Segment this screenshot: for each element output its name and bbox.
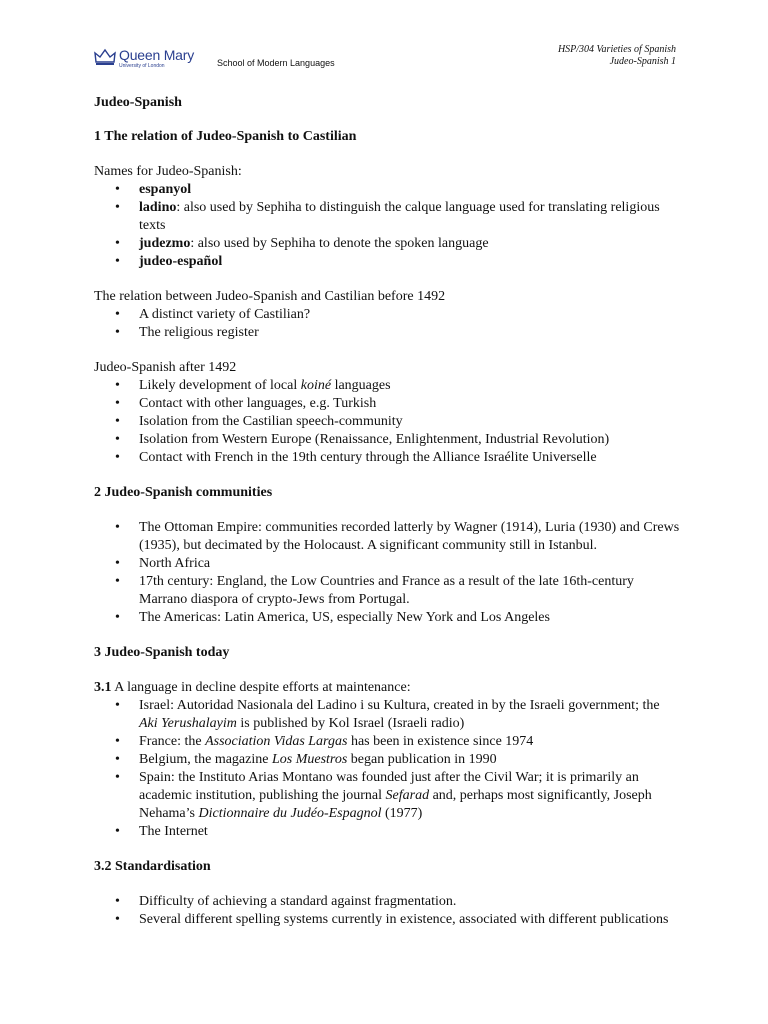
before-list (94, 306, 680, 342)
course-info (558, 44, 676, 68)
course-unit: Judeo-Spanish 1 (609, 56, 676, 67)
list-item: • Several different spelling systems currently in existence, associated with different publications (94, 911, 680, 929)
names-intro: Names for Judeo-Spanish: (94, 164, 242, 179)
school-name: School of Modern Languages (217, 58, 335, 68)
list-item: • North Africa (94, 555, 680, 573)
standardisation-list (94, 893, 680, 929)
logo-subtitle: University of London (119, 63, 165, 69)
course-code: HSP/304 Varieties of Spanish (557, 44, 676, 55)
list-item: • Israel: Autoridad Nasionala del Ladino i su Kultura, created in by the Israeli government; the Aki Yerushalayim is published by Kol Israel (Israeli radio) (94, 697, 680, 733)
maintenance-list (94, 697, 680, 841)
document-body (94, 94, 680, 946)
subsection-intro: 3.1 A language in decline despite efforts at maintenance: (94, 680, 411, 695)
list-item: • A distinct variety of Castilian? (94, 306, 680, 324)
section-heading: 3.2 Standardisation (94, 859, 211, 874)
list-item: • The religious register (94, 324, 680, 342)
list-item: • 17th century: England, the Low Countries and France as a result of the late 16th-century Marrano diaspora of crypto-Jews from Portugal. (94, 573, 680, 609)
list-item: • The Ottoman Empire: communities recorded latterly by Wagner (1914), Luria (1930) and Crews (1935), but decimated by the Holocaust. A significant community still in Istanbul. (94, 519, 680, 555)
list-item: • Isolation from the Castilian speech-community (94, 413, 680, 431)
document-title: Judeo-Spanish (94, 95, 182, 110)
before-intro: The relation between Judeo-Spanish and Castilian before 1492 (94, 289, 446, 304)
list-item: • ladino: also used by Sephiha to distinguish the calque language used for translating religious texts (94, 199, 680, 235)
list-item: • espanyol (94, 181, 680, 199)
logo-name: Queen Mary (119, 47, 195, 63)
list-item: • Difficulty of achieving a standard against fragmentation. (94, 893, 680, 911)
list-item: • France: the Association Vidas Largas has been in existence since 1974 (94, 733, 680, 751)
list-item: • Contact with French in the 19th century through the Alliance Israélite Universelle (94, 449, 680, 467)
section-heading: 1 The relation of Judeo-Spanish to Castilian (94, 129, 357, 144)
section-heading: 2 Judeo-Spanish communities (94, 485, 273, 500)
after-intro: Judeo-Spanish after 1492 (94, 360, 237, 375)
crown-icon (94, 48, 116, 66)
list-item: • Contact with other languages, e.g. Turkish (94, 395, 680, 413)
list-item: • Belgium, the magazine Los Muestros began publication in 1990 (94, 751, 680, 769)
communities-list (94, 519, 680, 627)
list-item: • The Internet (94, 823, 680, 841)
list-item: • Spain: the Instituto Arias Montano was founded just after the Civil War; it is primarily an academic institution, publishing the journal Sefarad and, perhaps most significantly, Joseph Nehama’s Dictionnaire du Judéo-Espagnol (1977) (94, 769, 680, 823)
section-heading: 3 Judeo-Spanish today (94, 645, 230, 660)
list-item: • Likely development of local koiné languages (94, 377, 680, 395)
names-list (94, 181, 680, 271)
list-item: • Isolation from Western Europe (Renaissance, Enlightenment, Industrial Revolution) (94, 431, 680, 449)
after-list (94, 377, 680, 467)
page-header (94, 44, 676, 80)
list-item: • judeo-español (94, 253, 680, 271)
list-item: • The Americas: Latin America, US, especially New York and Los Angeles (94, 609, 680, 627)
university-logo (94, 48, 194, 69)
list-item: • judezmo: also used by Sephiha to denote the spoken language (94, 235, 680, 253)
